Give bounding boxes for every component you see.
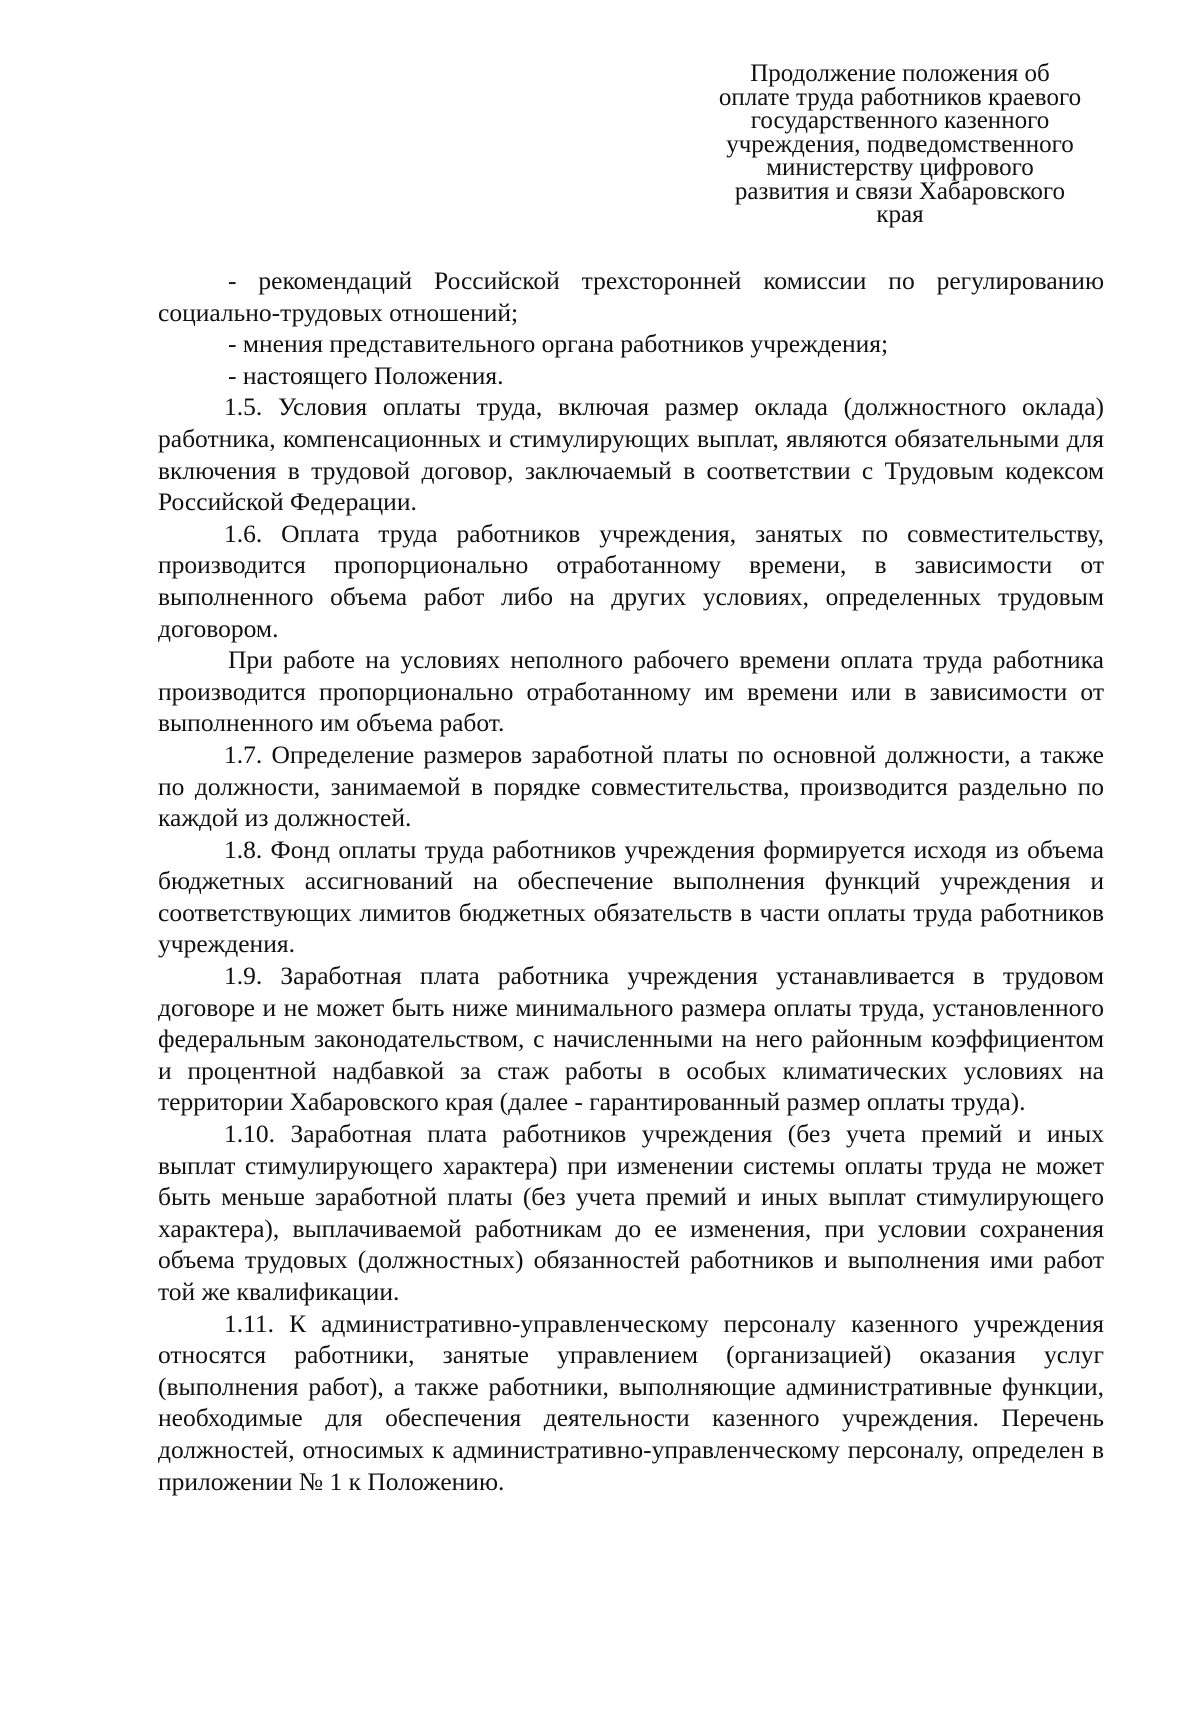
paragraph-1-7: 1.7. Определение размеров заработной платы по основной должности, а также по должности, занимаемой в порядке совместительства, производится раздельно по каждой из должностей. — [158, 739, 1104, 833]
paragraph-1-6: 1.6. Оплата труда работников учреждения, занятых по совместительству, производится пропорционально отработанному времени, в зависимости от выполненного объема работ либо на других условиях, определенных трудовым договором. — [158, 518, 1104, 643]
paragraph-1-8: 1.8. Фонд оплаты труда работников учреждения формируется исходя из объема бюджетных ассигнований на обеспечение выполнения функций учреждения и соответствующих лимитов бюджетных обязательств в части оплаты труда работников учреждения. — [158, 834, 1104, 959]
header-line-7: края — [876, 201, 924, 228]
document-body — [158, 265, 1104, 1497]
paragraph-1-11: 1.11. К административно-управленческому персоналу казенного учреждения относятся работники, занятые управлением (организацией) оказания услуг (выполнения работ), а также работники, выполняющие административные функции, необходимые для обеспечения деятельности казенного учреждения. Перечень должностей, относимых к административно-управленческому персоналу, определен в приложении № 1 к Положению. — [158, 1308, 1104, 1496]
paragraph-1-10: 1.10. Заработная плата работников учреждения (без учета премий и иных выплат стимулирующего характера) при изменении системы оплаты труда не может быть меньше заработной платы (без учета премий и иных выплат стимулирующего характера), выплачиваемой работникам до ее изменения, при условии сохранения объема трудовых (должностных) обязанностей работников и выполнения ими работ той же квалификации. — [158, 1119, 1104, 1306]
header-line-2: оплате труда работников краевого — [718, 83, 1082, 111]
header-line-1: Продолжение положения об — [750, 60, 1050, 87]
header-line-4: учреждения, подведомственного — [726, 130, 1074, 158]
paragraph-1-9: 1.9. Заработная плата работника учреждения устанавливается в трудовом договоре и не может быть ниже минимального размера оплаты труда, установленного федеральным законодательством, с начисленными на него районным коэффициентом и процентной надбавкой за стаж работы в особых климатических условиях на территории Хабаровского края (далее - гарантированный размер оплаты труда). — [158, 961, 1104, 1117]
header-line-5: министерству цифрового — [766, 154, 1034, 181]
paragraph-part-time: При работе на условиях неполного рабочего времени оплата труда работника производится пропорционально отработанному им времени или в зависимости от выполненного им объема работ. — [158, 645, 1104, 738]
paragraph-regulation: - настоящего Положения. — [228, 360, 504, 390]
header-line-6: развития и связи Хабаровского — [734, 177, 1066, 205]
header-line-3: государственного казенного — [750, 107, 1050, 134]
paragraph-recommendations: - рекомендаций Российской трехсторонней комиссии по регулированию социально-трудовых отношений; — [158, 266, 1104, 327]
paragraph-opinion: - мнения представительного органа работников учреждения; — [228, 329, 889, 359]
paragraph-1-5: 1.5. Условия оплаты труда, включая размер оклада (должностного оклада) работника, компенсационных и стимулирующих выплат, являются обязательными для включения в трудовой договор, заключаемый в соответствии с Трудовым кодексом Российской Федерации. — [158, 392, 1104, 517]
document-header — [680, 62, 1120, 227]
